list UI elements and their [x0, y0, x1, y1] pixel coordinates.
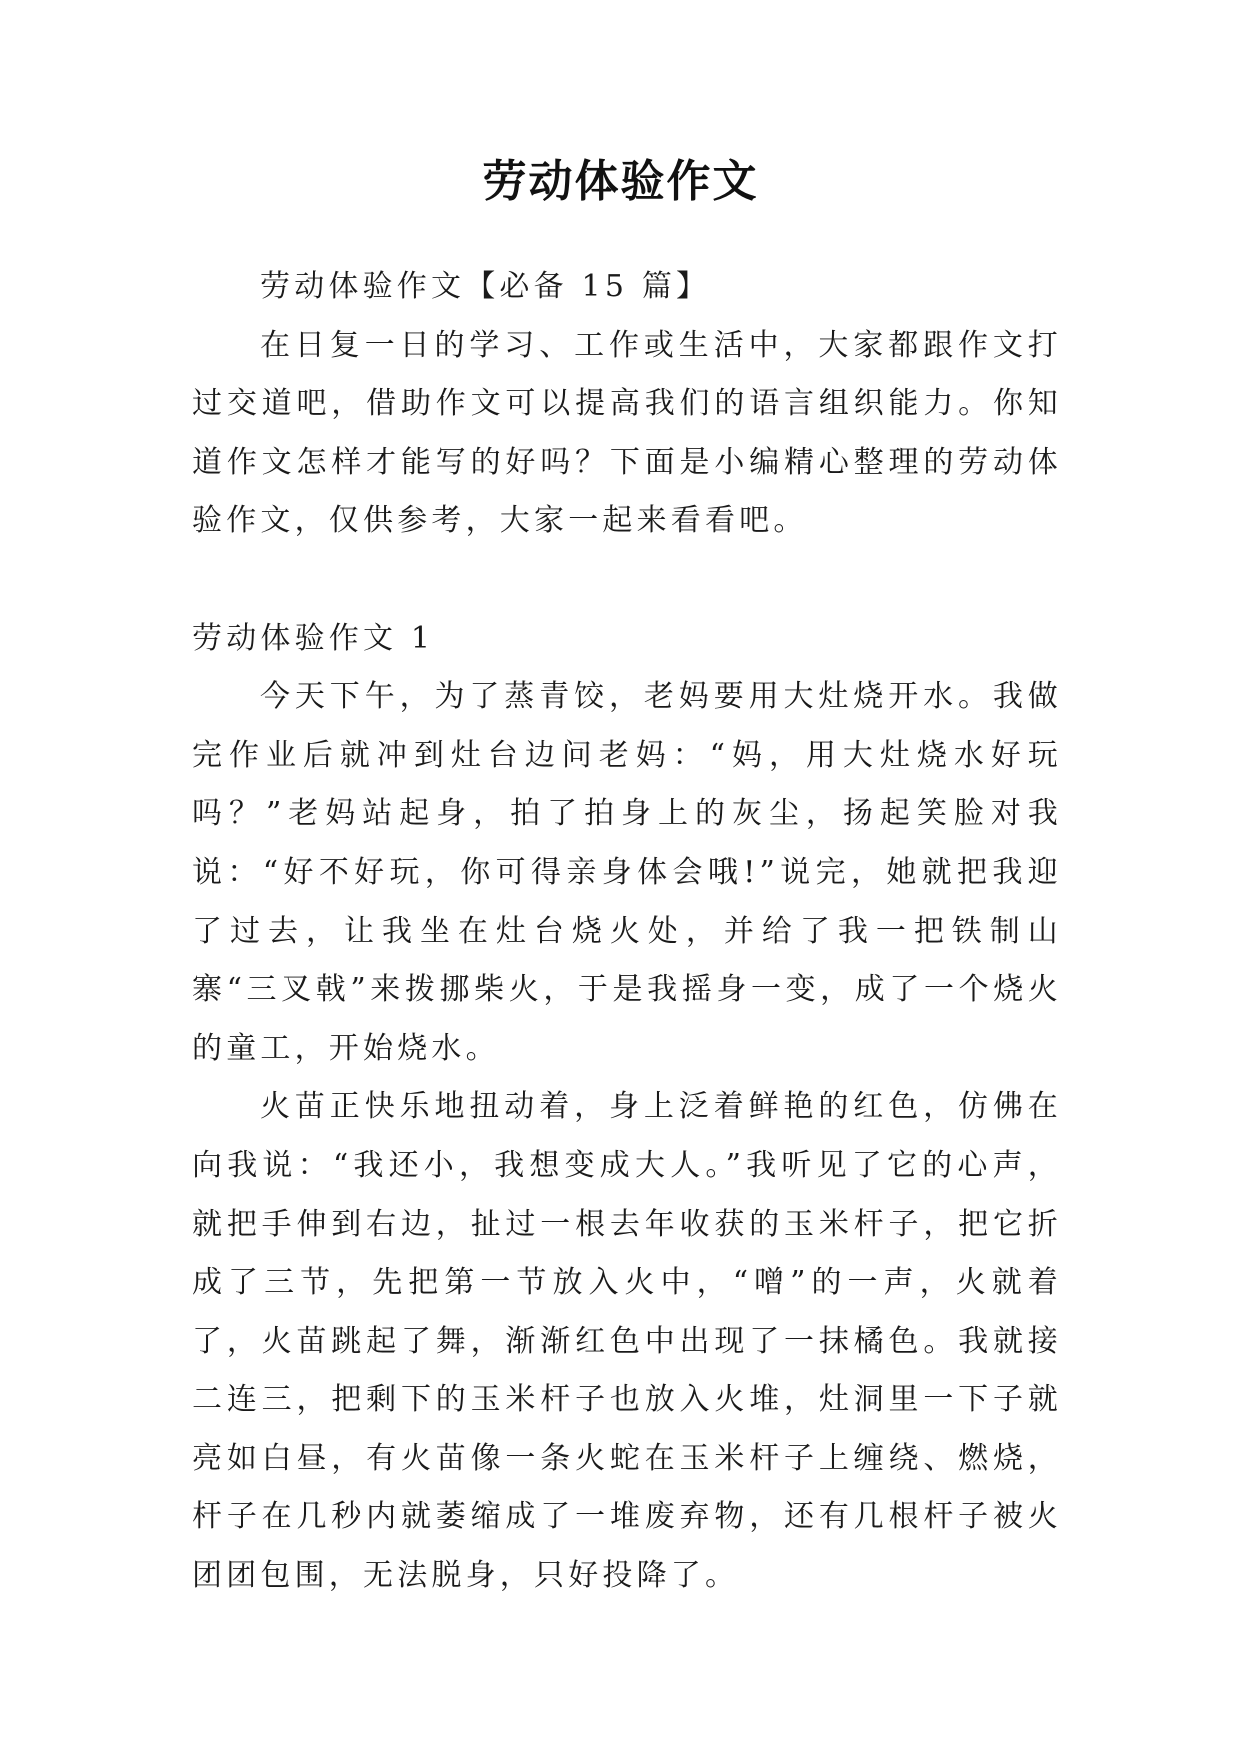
document-body [192, 258, 1062, 1606]
body-paragraph: 火苗正快乐地扭动着，身上泛着鲜艳的红色，仿佛在向我说：“我还小，我想变成大人。”我听见了它的心声，就把手伸到右边，扯过一根去年收获的玉米杆子，把它折成了三节，先把第一节放入火中，“噌”的一声，火就着了，火苗跳起了舞，渐渐红色中出现了一抹橘色。我就接二连三，把剩下的玉米杆子也放入火堆，灶洞里一下子就亮如白昼，有火苗像一条火蛇在玉米杆子上缠绕、燃烧，杆子在几秒内就萎缩成了一堆废弃物，还有几根杆子被火团团包围，无法脱身，只好投降了。 [192, 1089, 1062, 1594]
document-subtitle: 劳动体验作文【必备 15 篇】 [260, 269, 711, 304]
body-paragraph: 今天下午，为了蒸青饺，老妈要用大灶烧开水。我做完作业后就冲到灶台边问老妈：“妈，用大灶烧水好玩吗？”老妈站起身，拍了拍身上的灰尘，扬起笑脸对我说：“好不好玩，你可得亲身体会哦!”说完，她就把我迎了过去，让我坐在灶台烧火处，并给了我一把铁制山寨“三叉戟”来拨挪柴火，于是我摇身一变，成了一个烧火的童工，开始烧水。 [192, 679, 1062, 1066]
section-heading: 劳动体验作文 1 [192, 620, 435, 656]
document-title: 劳动体验作文 [482, 156, 759, 207]
intro-paragraph: 在日复一日的学习、工作或生活中，大家都跟作文打过交道吧，借助作文可以提高我们的语言组织能力。你知道作文怎样才能写的好吗？下面是小编精心整理的劳动体验作文，仅供参考，大家一起来看看吧。 [192, 327, 1062, 539]
